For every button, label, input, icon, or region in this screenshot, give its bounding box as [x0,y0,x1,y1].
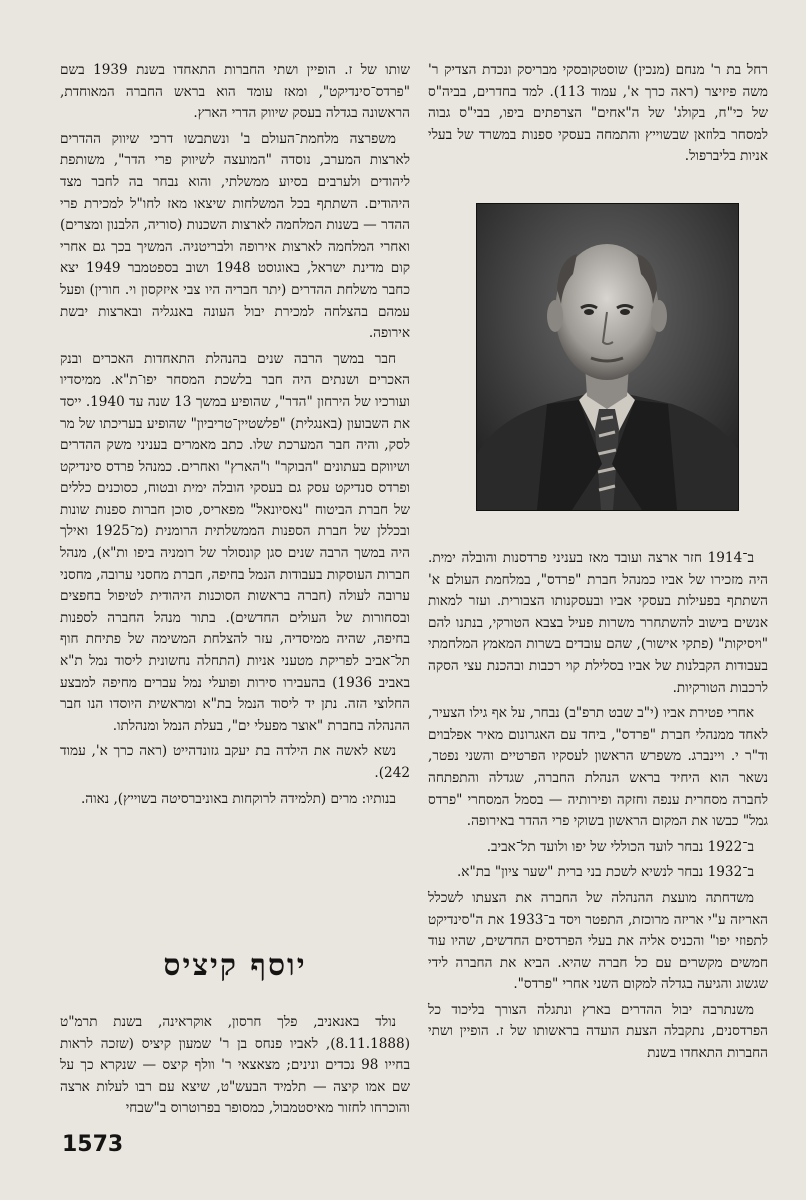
right-column-top [428,60,768,172]
paragraph: משפרצה מלחמת־העולם ב' ונשתבשו דרכי שיווק ההדרים לארצות המערב, נוסדה "המועצה לשיווק פרי הדר", משותפת ליהודים ולערבים בסיוע ממשלתי, והוא נבחר בה לחבר מצד היהודים. השתתף בכל המשלחות שיצאו מאז לחו"ל למכירת פרי ההדר — בשנות המלחמה לארצות השכנות (סוריה, הלבנון ומצרים) ואחרי המלחמה לארצות אירופה ולבריטניה. המשיך בכך גם אחרי קום מדינת ישראל, באוגוסט 1948 ושוב בספטמבר 1949 יצא כחבר משלחת ההדרים (יתר חבריה היו צבי איזקסון וי. חורין) ופעל עמהם בהצלחה למכירת יבול העונה באנגליה ובארצות יבשת אירופה. [60,130,410,342]
portrait-icon [477,204,738,510]
paragraph: ב־1922 נבחר לועד הכוללי של יפו ולועד תל־אביב. [486,838,754,855]
right-column-bottom [428,548,768,1069]
paragraph: נשא לאשה את הילדה בת יעקב גזונדהייט (ראה כרך א', עמוד 242). [60,743,410,781]
page-number: 1573 [62,1132,124,1157]
paragraph: משדחתה מועצת ההנהלה של החברה את הצעתו לשכלל האריזה ע"י אריזה מרוכזת, התפטר ויסד ב־1933 את ה"סינדיקט לתפוזי יפו" והכניס אליה את בעלי הפרדסים החדשים, שהיו עוד חמשים מקשרים עם כל חברה שהיא. הביא את החברה לידי שגשוג והגיעה בגדלה למקום השני אחרי "פרדס". [428,889,768,993]
paragraph: אחרי פטירת אביו (י"ב שבט תרפ"ב) נבחר, על אף גילו הצעיר, לאחד ממנהלי חברת "פרדס", ביחד עם האגרונום מאיר אפלבוים וד"ר י. ויינברג. משפרש הראשון לעסקיו הפרטיים והשני נפטר, נשאר הוא היחיד בראש הנהלת החברה, שגדלה והתפתחה לחברה מסחרית ענפה וחזקה ופירותיה — בסמל המסחרי "פרדס גמל" כבשו את המקום הראשון בשוקי פרי ההדר באירופה. [428,705,768,830]
left-column-top [60,60,410,814]
section-heading: יוסף קיציס [163,948,307,983]
paragraph: ב־1932 נבחר לנשיא לשכת בני ברית "שער ציון" בת"א. [456,864,754,881]
paragraph: חבר במשך הרבה שנים בהנהלת התאחדות האכרים ובנק האכרים ושנתים היה חבר בלשכת המסחר יפו־ת"א. ממיסדיו ועורכיו של הירחון "הדר", שהופיע במשך 13 שנה עד 1940. ייסד את השבועון (באנגלית) "פלשטיין־טריביון" שהופיע בעריכתו של מר לסק, והיה חבר המערכת שלו. כתב מאמרים בעניני משק ההדרים ושיווקם בעתונים "הבוקר" ו"הארץ" ואחרים. כמנהל פרדס סינדיקט ופרדס סנדיקט עסק גם בעסקי הובלה ימית ובטוח, כסוכנים כללים של חברת הביטוח "נאסיונאל" מפאריס, סוכן חברות ספנות שונות ובכללן של חברת הספנות הממשלתית הרומנית (מ־1925 ואילך היה במשך הרבה שנים סגן קונסולר של רומניה ביפו ות"א), מנהל חברות העוסקות בעבודות הנמל בחיפה, חברת מחסני ערובה, מחסני ערובה לעולה (חברה בראשות הסוכנות היהודית לטיפול בחפצים ובסחורות של העולים החדשים). בתור מנהל החברה לספנות בחיפה, שהיה ממיסדיה, עזר להצלחת המשימה של פתיחת חוף תל־אביב לפריקת מטעני אניות (התחלה נחשונית ליסוד נמל ת"א באביב 1936) בהעבירו סירות ופועלי נמל עברים מחיפה למבצע החלוצי הזה. נתן יד ליסוד הנמל בת"א ומראשית היוסדו הנו חבר ההנהלה בחברת "אוצר מפעלי ים", בעלת הנמל ומנהלתו. [60,350,411,734]
left-column-bottom [60,1012,410,1124]
paragraph: בנותיו: מרים (תלמידה לרוקחות באוניברסיטה בשוייץ), נאוה. [80,790,396,807]
paragraph: רחל בת ר' מנחם (מנכין) שוסטקובסקי מבריסק ונכדת הצדיק ר' משה פיזיצר (ראה כרך א', עמוד 113). למד בחדרים, בביה"ס של כי"ח, בקולג' של ה"אחים" הצרפתים ביפו, בבי"ס גבוה למסחר בלוזאן שבשוייץ והתמחה בעסקי ספנות במשרד של בעלי אניות בליברפול. [428,62,768,165]
paragraph: ב־1914 חזר ארצה ועובד מאז בעניני פרדסנות והובלה ימית. היה מזכירו של אביו כמנהל חברת "פרדס", במלחמת העולם א' השתתף בפעילות בעסקי אביו ובעסקנותו הצבורית. ועזר למאות אנשים בישוב להשתחרר משרות פעיל בצבא הטורקי, בנתנו להם "ויסיקות" (פתקי אישור), שהם עובדים בשרות המאמץ המלחמתי בעבודות הקבלנות של אביו בסלילת קוי רכבות ובהכנת עצי הסקה לרכבות הטורקיות. [428,550,768,696]
paragraph: נולד באנאניב, פלך חרסון, אוקראינה, בשנת תרמ"ט (8.11.1888), לאביו פנחס בן ר' שמעון קיציס (שזכה לראות בחייו 98 נכדים ונינים; מצאצאי ר' וולף קיצס — שנקרא כך על שם אמו קיצה — תלמיד הבעש"ט, שיצא עם רבו לעלות ארצה והוכרחו לחזור מאיסטמבול, כמסופר בפרוטרוס ב"שבחי [60,1014,410,1117]
paragraph: משנתרבה יבול ההדרים בארץ ונתגלה הצורך בליכוד כל הפרדסנים, נתקבלה הצעת הועדה בראשותו של ז. הופיין ושתי החברות התאחדו בשנת [428,1001,768,1062]
paragraph: שותו של ז. הופיין ושתי החברות התאחדו בשנת 1939 בשם "פרדס־סינדיקט", ומאז עומד הוא בראש החברה המאוחדת, הראשונה בגדלה בעסק שיווק הדרי הארץ. [60,62,410,122]
portrait-photo [476,203,739,511]
